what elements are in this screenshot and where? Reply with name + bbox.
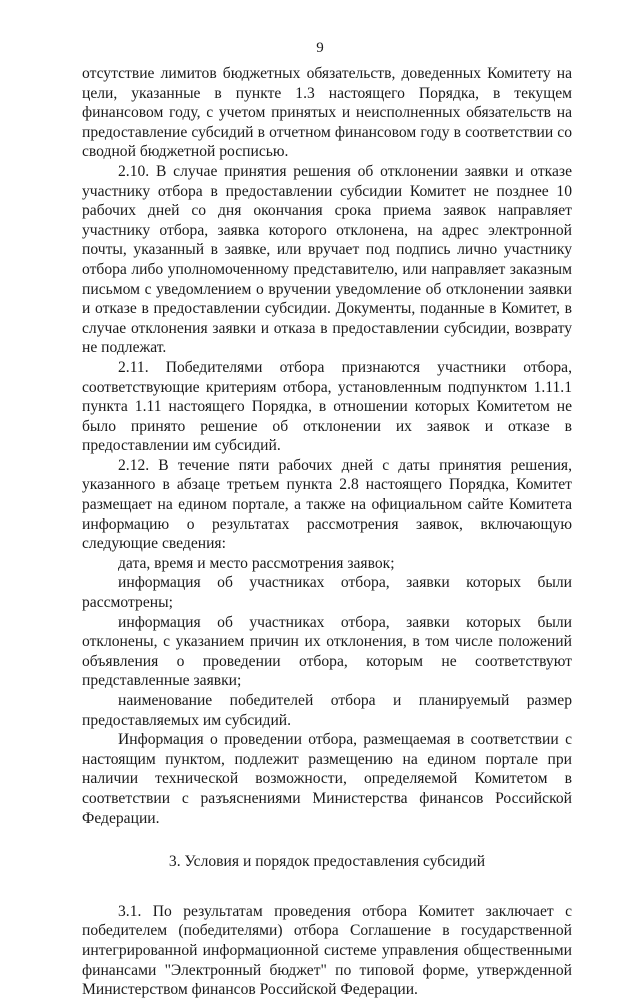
paragraph: 3.1. По результатам проведения отбора Комитет заключает с победителем (победителями) отбора Соглашение в государственной интегрированной информационной системе управления общественными финансами "Электронный бюджет" по типовой форме, утвержденной Министерством финансов Российской Федерации.	[82, 902, 572, 999]
section-heading: 3. Условия и порядок предоставления субсидий	[168, 853, 486, 871]
paragraph: наименование победителей отбора и планируемый размер предоставляемых им субсидий.	[82, 692, 572, 729]
paragraph: дата, время и место рассмотрения заявок;	[118, 554, 395, 572]
paragraph: 2.12. В течение пяти рабочих дней с даты принятия решения, указанного в абзаце третьем пункта 2.8 настоящего Порядка, Комитет размещает на едином портале, а также на официальном сайте Комитета информацию о результатах рассмотрения заявок, включающую следующие сведения:	[82, 456, 572, 553]
paragraph: 2.11. Победителями отбора признаются участники отбора, соответствующие критериям отбора, установленным подпунктом 1.11.1 пункта 1.11 настоящего Порядка, в отношении которых Комитетом не было принято решение об отклонении их заявок и отказе в предоставлении им субсидий.	[82, 358, 572, 455]
paragraph: отсутствие лимитов бюджетных обязательств, доведенных Комитету на цели, указанные в пункте 1.3 настоящего Порядка, в текущем финансовом году, с учетом принятых и неисполненных обязательств на предоставление субсидий в отчетном финансовом году в соответствии со сводной бюджетной росписью.	[82, 65, 572, 161]
paragraph: информация об участниках отбора, заявки которых были отклонены, с указанием причин их отклонения, в том числе положений объявления о проведении отбора, которым не соответствуют представленные заявки;	[82, 613, 572, 690]
page-number: 9	[316, 40, 324, 56]
document-body	[82, 64, 572, 1000]
paragraph: 2.10. В случае принятия решения об отклонении заявки и отказе участнику отбора в предоставлении субсидии Комитет не позднее 10 рабочих дней со дня окончания срока приема заявок направляет участнику отбора, заявка которого отклонена, на адрес электронной почты, указанный в заявке, или вручает под подпись лично участнику отбора либо уполномоченному представителю, или направляет заказным письмом с уведомлением о вручении уведомление об отклонении заявки и отказе в предоставлении субсидии. Документы, поданные в Комитет, в случае отклонения заявки и отказа в предоставлении субсидии, возврату не подлежат.	[82, 162, 572, 357]
paragraph: информация об участниках отбора, заявки которых были рассмотрены;	[82, 574, 572, 612]
paragraph: Информация о проведении отбора, размещаемая в соответствии с настоящим пунктом, подлежит размещению на едином портале при наличии технической возможности, определяемой Комитетом в соответствии с разъяснениями Министерства финансов Российской Федерации.	[82, 731, 572, 827]
